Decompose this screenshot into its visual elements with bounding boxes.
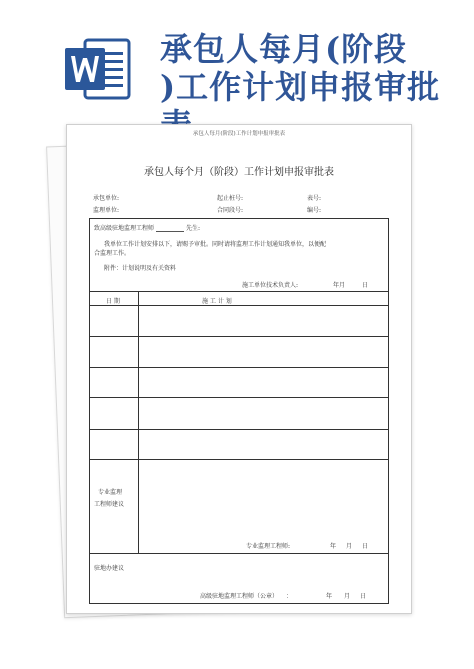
tech-lead-year-month: 年月 [333, 282, 346, 289]
meta-supervisor: 监理单位: [93, 207, 120, 214]
pro-supervisor-month: 月 [346, 543, 353, 550]
running-header: 承包人每月(阶段)工作计划申报审批表 [192, 131, 286, 137]
row-divider [90, 367, 388, 368]
pro-supervisor-year: 年 [330, 543, 337, 550]
row-divider [90, 429, 388, 430]
attachment: 附件：计划说明及有关资料 [104, 265, 177, 272]
row-divider [90, 336, 388, 337]
meta-number: 编号: [307, 207, 322, 214]
resident-office-label: 驻地办建议 [94, 565, 125, 572]
pro-supervisor-sign: 专业监理工程师: [246, 543, 291, 550]
addressee: 致高级驻地监理工程师 先生: [94, 225, 201, 232]
document-title: 承包人每个月（阶段）工作计划申报审批表 [144, 167, 334, 178]
document-page [66, 124, 412, 614]
pro-supervisor-label-1: 专业监理 [98, 489, 123, 496]
resident-month: 月 [344, 593, 351, 600]
title-line-1: 承包人每月(阶段 [160, 30, 408, 68]
resident-day: 日 [360, 593, 367, 600]
meta-contract-no: 合同段号: [217, 207, 244, 214]
seal-mark: ： [286, 593, 293, 600]
meta-form-no: 表号: [307, 195, 322, 202]
tech-lead-day: 日 [362, 282, 369, 289]
body-line-2: 合监理工作。 [94, 250, 131, 257]
pro-supervisor-label-2: 工程师建议 [94, 501, 125, 508]
tech-lead-label: 施工单位技术负责人: [242, 282, 299, 289]
senior-supervisor-sign: 高级驻地监理工程师（公章） [200, 593, 279, 600]
column-divider [138, 291, 139, 553]
meta-start-end: 起止桩号: [217, 195, 244, 202]
meta-contractor: 承包单位: [93, 195, 120, 202]
page-header [0, 0, 474, 120]
row-divider [90, 553, 388, 554]
row-divider [90, 459, 388, 460]
divider [90, 305, 388, 306]
title-line-2: )工作计划申报审批 [160, 68, 441, 106]
divider [90, 291, 388, 292]
row-divider [90, 397, 388, 398]
column-date: 日 期 [106, 298, 120, 305]
pro-supervisor-day: 日 [362, 543, 369, 550]
word-icon [63, 34, 133, 104]
column-plan: 施 工 计 划 [202, 298, 232, 305]
resident-year: 年 [326, 593, 333, 600]
body-line-1: 我单位工作计划安排以下，请赐予审批。同时请将监理工作计划通知我单位，以便配 [104, 241, 327, 248]
approval-table [89, 218, 389, 604]
